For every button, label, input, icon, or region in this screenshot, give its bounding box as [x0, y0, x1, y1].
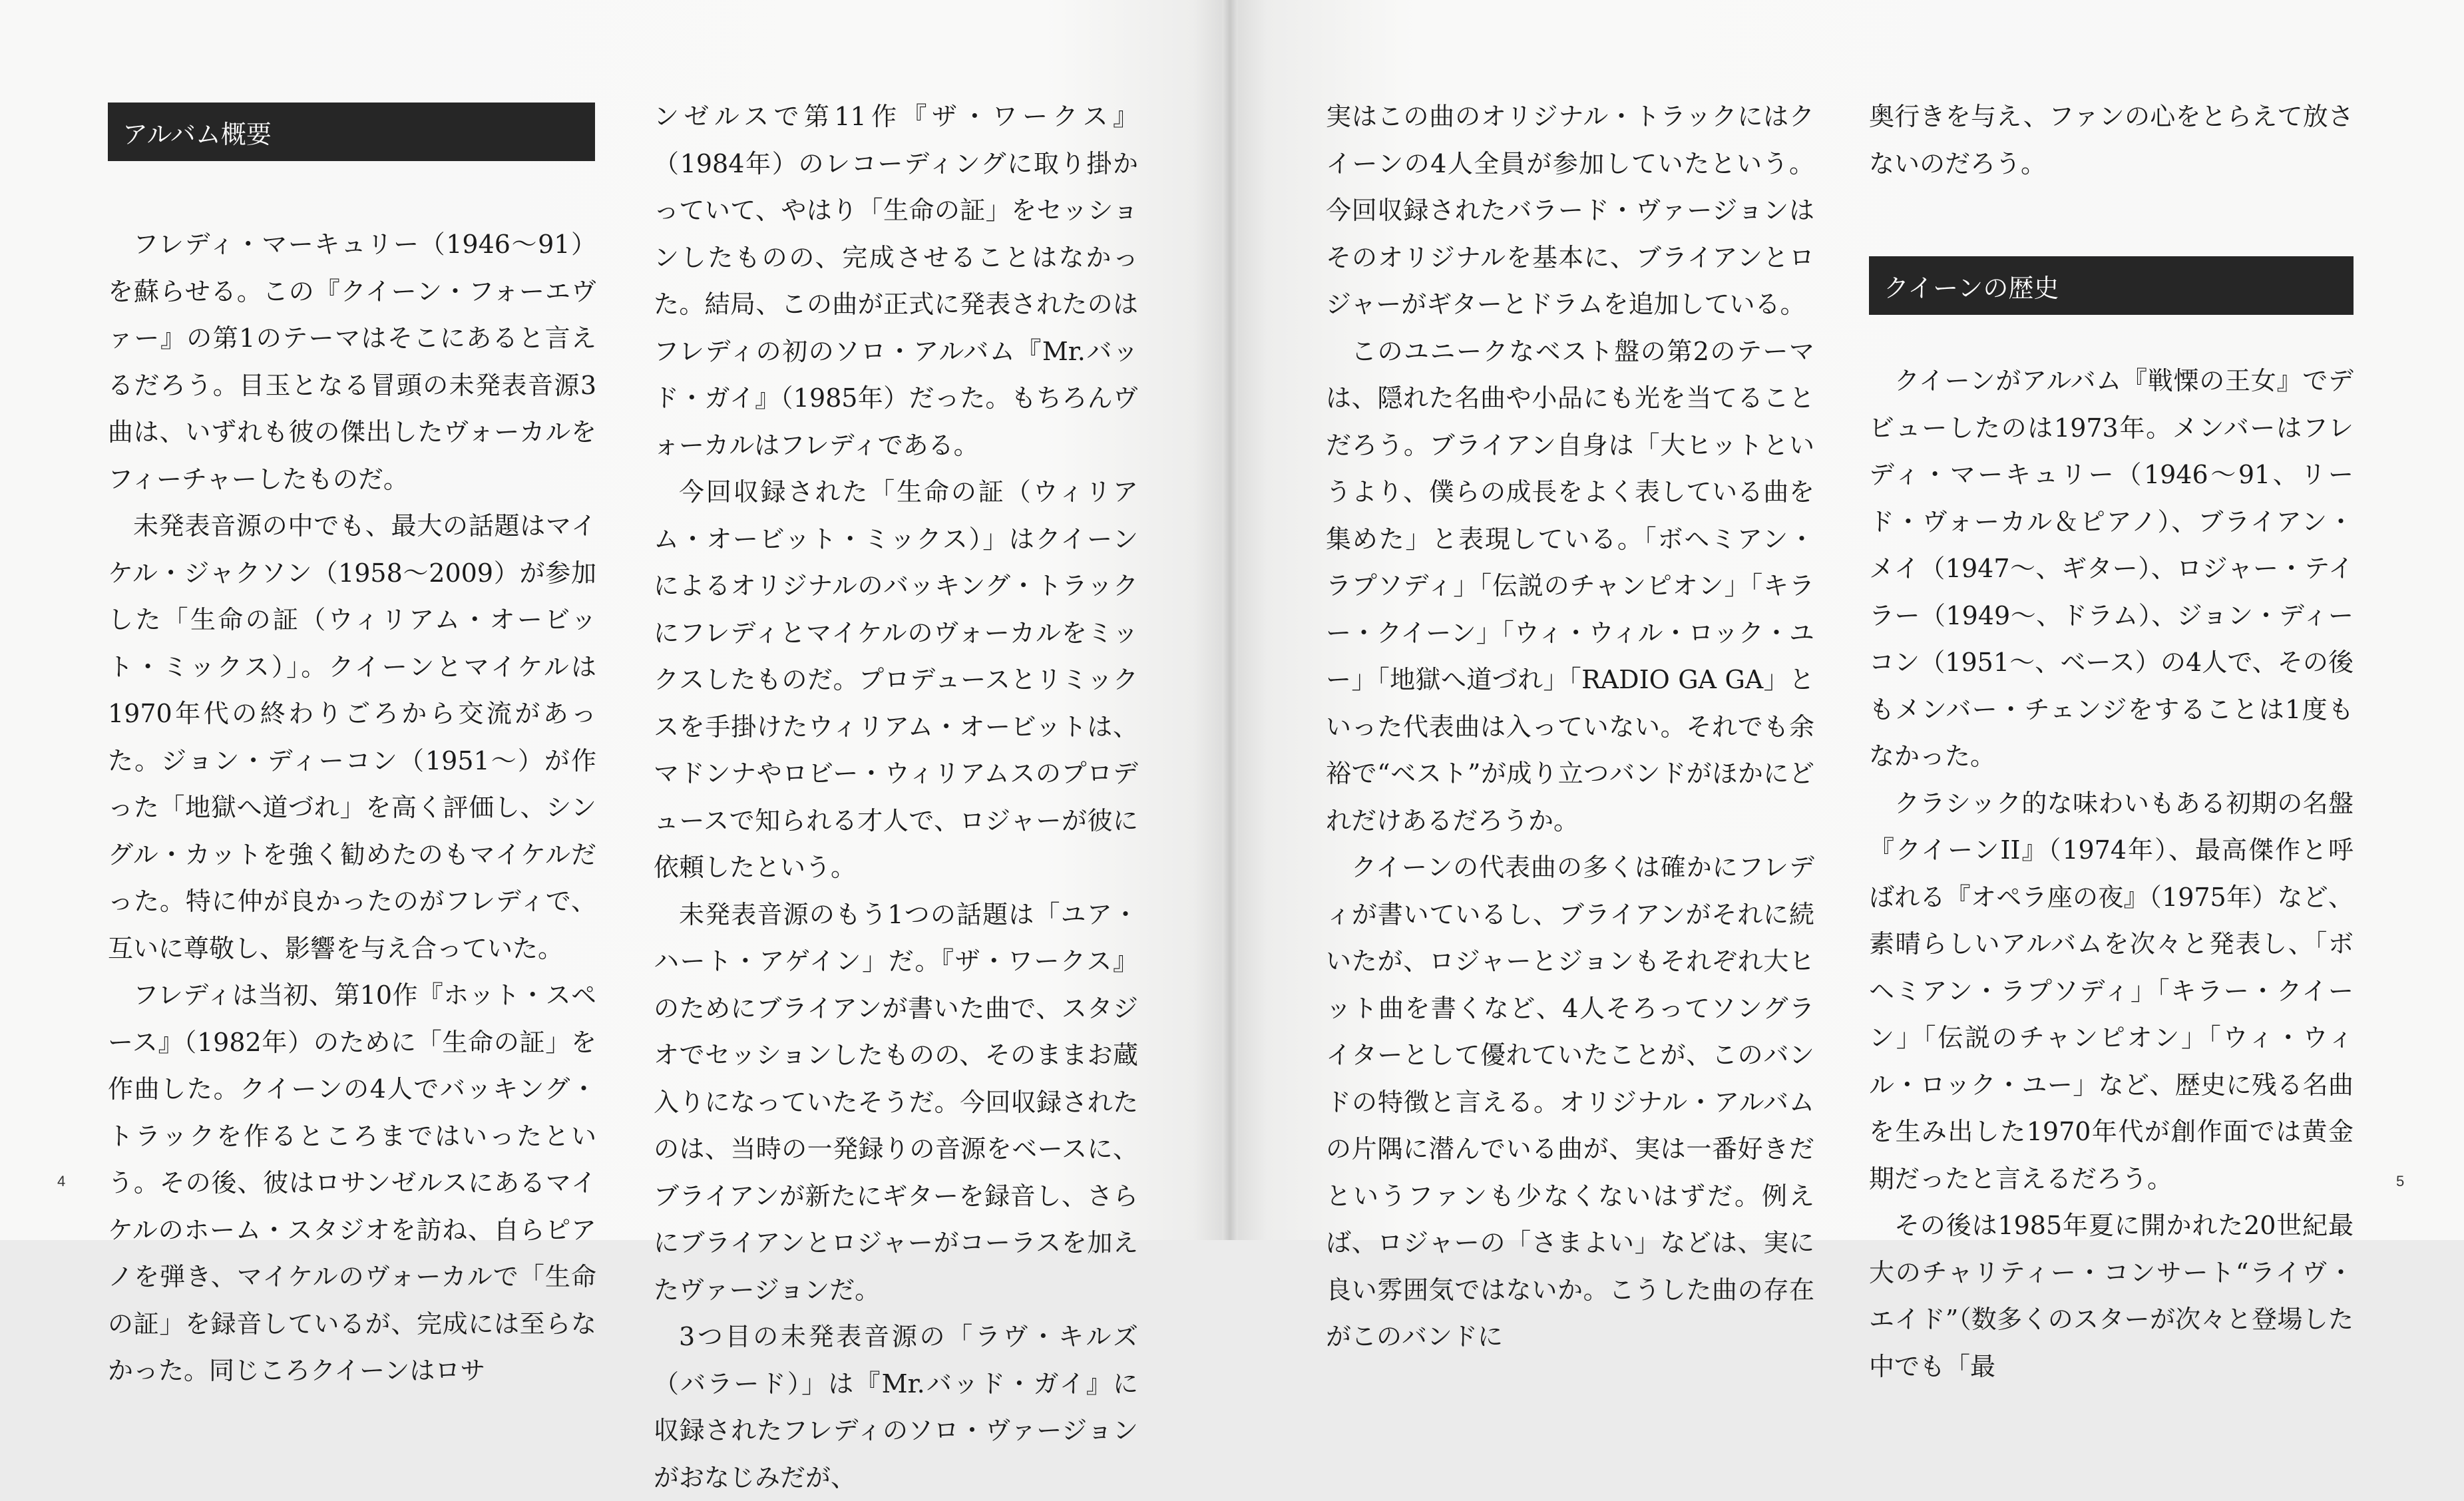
paragraph: クラシック的な味わいもある初期の名盤『クイーンII』（1974年）、最高傑作と呼ばれる『オペラ座の夜』（1975年）など、素晴らしいアルバムを次々と発表し、「ボヘミアン・ラプソディ」「キラー・クイーン」「伝説のチャンピオン」「ウィ・ウィル・ロック・ユー」など、歴史に残る名曲を生み出した1970年代が創作面では黄金期だったと言えるだろう。	[1869, 788, 2354, 1193]
paragraph: クイーンの代表曲の多くは確かにフレディが書いているし、ブライアンがそれに続いたが、ロジャーとジョンもそれぞれ大ヒット曲を書くなど、4人そろってソングライターとして優れていたことが、このバンドの特徴と言える。オリジナル・アルバムの片隅に潜んでいる曲が、実は一番好きだというファンも少なくないはずだ。例えば、ロジャーの「さまよい」などは、実に良い雰囲気ではないか。こうした曲の存在がこのバンドに	[1326, 853, 1814, 1351]
page-number: 5	[2396, 1173, 2405, 1189]
paragraph: その後は1985年夏に開かれた20世紀最大のチャリティー・コンサート“ライヴ・エイド”（数多くのスターが次々と登場した中でも「最	[1869, 1211, 2354, 1381]
paragraph: 奥行きを与え、ファンの心をとらえて放さないのだろう。	[1869, 102, 2354, 178]
text-column-2	[654, 93, 1138, 1501]
paragraph: 未発表音源のもう1つの話題は「ユア・ハート・アゲイン」だ。『ザ・ワークス』のためにブライアンが書いた曲で、スタジオでセッションしたものの、そのままお蔵入りになっていたそうだ。今回収録されたのは、当時の一発録りの音源をベースに、ブライアンが新たにギターを録音し、さらにブライアンとロジャーがコーラスを加えたヴァージョンだ。	[654, 899, 1138, 1305]
left-page	[0, 0, 1230, 1492]
paragraph: フレディは当初、第10作『ホット・スペース』（1982年）のために「生命の証」を作曲した。クイーンの4人でバッキング・トラックを作るところまではいったという。その後、彼はロサンゼルスにあるマイケルのホーム・スタジオを訪ね、自らピアノを弾き、マイケルのヴォーカルで「生命の証」を録音しているが、完成には至らなかった。同じころクイーンはロサ	[108, 980, 596, 1385]
paragraph: フレディ・マーキュリー（1946～91）を蘇らせる。この『クイーン・フォーエヴァー』の第1のテーマはそこにあると言えるだろう。目玉となる冒頭の未発表音源3曲は、いずれも彼の傑出したヴォーカルをフィーチャーしたものだ。	[108, 230, 596, 494]
book-gutter	[1222, 0, 1238, 1240]
text-column-1	[108, 221, 596, 1394]
paragraph: 未発表音源の中でも、最大の話題はマイケル・ジャクソン（1958～2009）が参加した「生命の証（ウィリアム・オービット・ミックス）」。クイーンとマイケルは1970年代の終わりごろから交流があった。ジョン・ディーコン（1951～）が作った「地獄へ道づれ」を高く評価し、シングル・カットを強く勧めたのもマイケルだった。特に仲が良かったのがフレディで、互いに尊敬し、影響を与え合っていた。	[108, 511, 596, 963]
paragraph: このユニークなベスト盤の第2のテーマは、隠れた名曲や小品にも光を当てることだろう。ブライアン自身は「大ヒットというより、僕らの成長をよく表している曲を集めた」と表現している。「ボヘミアン・ラプソディ」「伝説のチャンピオン」「キラー・クイーン」「ウィ・ウィル・ロック・ユー」「地獄へ道づれ」「RADIO GA GA」といった代表曲は入っていない。それでも余裕で“ベスト”が成り立つバンドがほかにどれだけあるだろうか。	[1326, 336, 1814, 835]
section-heading-queen-history: クイーンの歴史	[1869, 256, 2354, 315]
paragraph: 3つ目の未発表音源の「ラヴ・キルズ（バラード）」は『Mr.バッド・ガイ』に収録されたフレディのソロ・ヴァージョンがおなじみだが、	[654, 1322, 1138, 1492]
paragraph: 実はこの曲のオリジナル・トラックにはクイーンの4人全員が参加していたという。今回収録されたバラード・ヴァージョンはそのオリジナルを基本に、ブライアンとロジャーがギターとドラムを追加している。	[1326, 102, 1814, 319]
text-column-3	[1326, 93, 1814, 1361]
paragraph: 今回収録された「生命の証（ウィリアム・オービット・ミックス）」はクイーンによるオリジナルのバッキング・トラックにフレディとマイケルのヴォーカルをミックスしたものだ。プロデュースとリミックスを手掛けたウィリアム・オービットは、マドンナやロビー・ウィリアムスのプロデュースで知られる才人で、ロジャーが彼に依頼したという。	[654, 477, 1138, 882]
page-number: 4	[57, 1173, 66, 1189]
paragraph: クイーンがアルバム『戦慄の王女』でデビューしたのは1973年。メンバーはフレディ・マーキュリー（1946～91、リード・ヴォーカル＆ピアノ）、ブライアン・メイ（1947～、ギター）、ロジャー・テイラー（1949～、ドラム）、ジョン・ディーコン（1951～、ベース）の4人で、その後もメンバー・チェンジをすることは1度もなかった。	[1869, 366, 2354, 771]
history-section-body	[1869, 357, 2354, 1390]
paragraph: ンゼルスで第11作『ザ・ワークス』（1984年）のレコーディングに取り掛かっていて、やはり「生命の証」をセッションしたものの、完成させることはなかった。結局、この曲が正式に発表されたのはフレディの初のソロ・アルバム『Mr.バッド・ガイ』（1985年）だった。もちろんヴォーカルはフレディである。	[654, 102, 1138, 460]
section-heading-album-overview: アルバム概要	[108, 103, 595, 161]
